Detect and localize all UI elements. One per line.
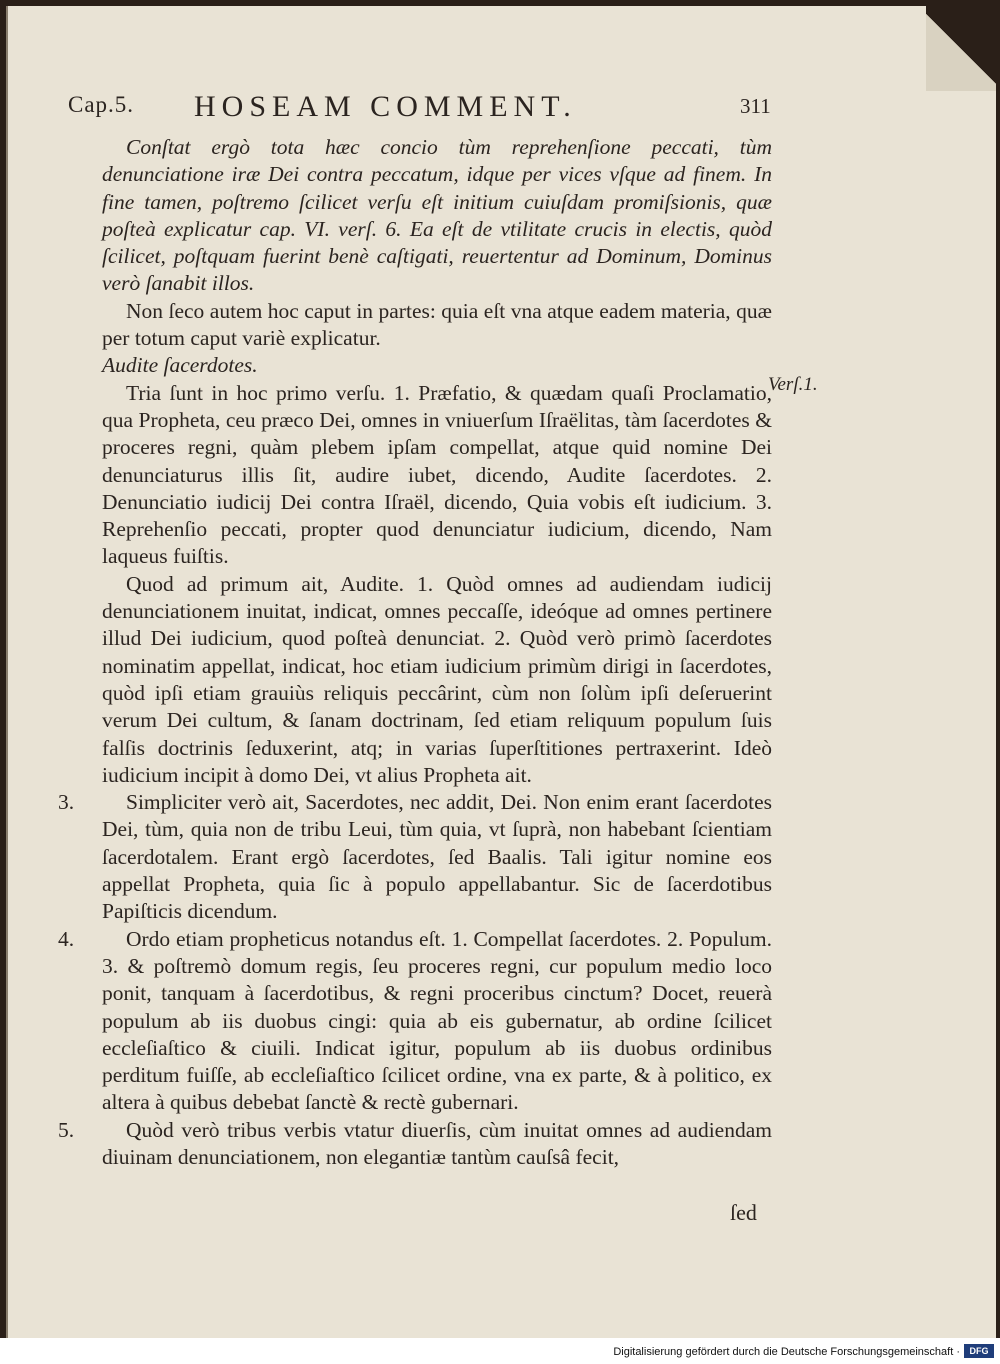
chapter-label: Cap.5. — [68, 92, 135, 117]
paragraph-number: 5. — [58, 1117, 75, 1142]
running-head — [8, 90, 996, 124]
book-page — [6, 6, 996, 1338]
numbered-paragraph-5 — [58, 1117, 772, 1172]
paragraph-number: 4. — [58, 926, 75, 951]
digitization-footer — [0, 1338, 1000, 1364]
paragraph-summary: Conſtat ergò tota hæc concio tùm reprehenſione peccati, tùm denunciatione iræ Dei contra peccatum, idque per vices vſque ad finem. In fine tamen, poſtremo ſcilicet verſu eſt initium cuiuſdam promiſsionis, quæ poſteà explicatur cap. VI. verſ. 6. Ea eſt de vtilitate crucis in electis, quòd ſcilicet, poſtquam fuerint benè caſtigati, reuertentur ad Dominum, Dominus verò ſanabit illos. — [102, 135, 772, 296]
numbered-paragraph-3 — [58, 789, 772, 925]
paragraph-number: 3. — [58, 790, 75, 815]
paragraph-text: Ordo etiam propheticus notandus eſt. 1. Compellat ſacerdotes. 2. Populum. 3. & poſtremò domum regis, ſeu proceres regni, cur populum medio loco ponit, tanquam à ſacerdotibus, & regni proceribus cinctum? Docet, reuerà populum ab iis duobus cingi: quia ab eis gubernatur, ab ordine ſcilicet eccleſiaſtico & ciuili. Indicat igitur, populum ab iis duobus ordinibus perditum fuiſſe, ab eccleſiaſtico ſcilicet ordine, vna ex parte, & à politico, ex altera à quibus debebat ſanctè & rectè gubernari. — [102, 926, 772, 1115]
catch-word: ſed — [730, 1200, 757, 1225]
paragraph-text: Simpliciter verò ait, Sacerdotes, nec addit, Dei. Non enim erant ſacerdotes Dei, tùm, quia non de tribu Leui, tùm quia, vt ſuprà, non habebant ſcientiam ſacerdotalem. Erant ergò ſacerdotes, ſed Baalis. Tali igitur nomine eos appellat Propheta, quia ſic à populo appellabantur. Sic de ſacerdotibus Papiſticis dicendum. — [102, 790, 772, 924]
page-corner-fold — [926, 6, 996, 91]
numbered-paragraph-4 — [58, 926, 772, 1117]
paragraph-three-parts: Tria ſunt in hoc primo verſu. 1. Præfatio, & quædam quaſi Proclamatio, qua Propheta, ceu præco Dei, omnes in vniuerſum Iſraëlitas, tàm ſacerdotes & proceres regni, quàm plebem ipſam compellat, atque quid nomine Dei denunciaturus illis ſit, audire iubet, dicendo, Audite ſacerdotes. 2. Denunciatio iudicij Dei contra Iſraël, dicendo, Quia vobis eſt iudicium. 3. Reprehenſio peccati, propter quod denunciatur iudicium, dicendo, Nam laqueus fuiſtis. — [102, 380, 772, 569]
body-text — [58, 134, 772, 1171]
paragraph-text: Quòd verò tribus verbis vtatur diuerſis, cùm inuitat omnes ad audiendam diuinam denunciationem, non elegantiæ tantùm cauſsâ fecit, — [102, 1117, 772, 1169]
verse-heading: Audite ſacerdotes. — [102, 353, 258, 378]
dfg-logo: DFG — [964, 1344, 994, 1358]
paragraph-audite: Quod ad primum ait, Audite. 1. Quòd omnes ad audiendam iudicij denunciationem inuitat, indicat, omnes peccaſſe, ideóque ad omnes pertinere illud Dei iudicium, quod poſteà denunciat. 2. Quòd verò primò ſacerdotes nominatim appellat, indicat, hoc etiam iudicium primùm dirigi in ſacerdotes, quòd ipſi etiam grauiùs reliquis peccârint, cùm non ſolùm ipſi deſeruerint verum Dei cultum, & ſanam doctrinam, ſed etiam reliquum populum ſuis falſis doctrinis ſeduxerint, atq; in varias ſuperſtitiones pertraxerint. Ideò iudicium incipit à domo Dei, vt alius Propheta ait. — [102, 571, 772, 787]
funding-credit: Digitalisierung gefördert durch die Deutsche Forschungsgemeinschaft · — [613, 1346, 960, 1358]
marginal-note: Verſ.1. — [768, 374, 818, 395]
paragraph-division: Non ſeco autem hoc caput in partes: quia eſt vna atque eadem materia, quæ per totum caput variè explicatur. — [102, 298, 772, 351]
page-number: 311 — [740, 94, 771, 118]
running-title: HOSEAM COMMENT. — [194, 90, 577, 123]
